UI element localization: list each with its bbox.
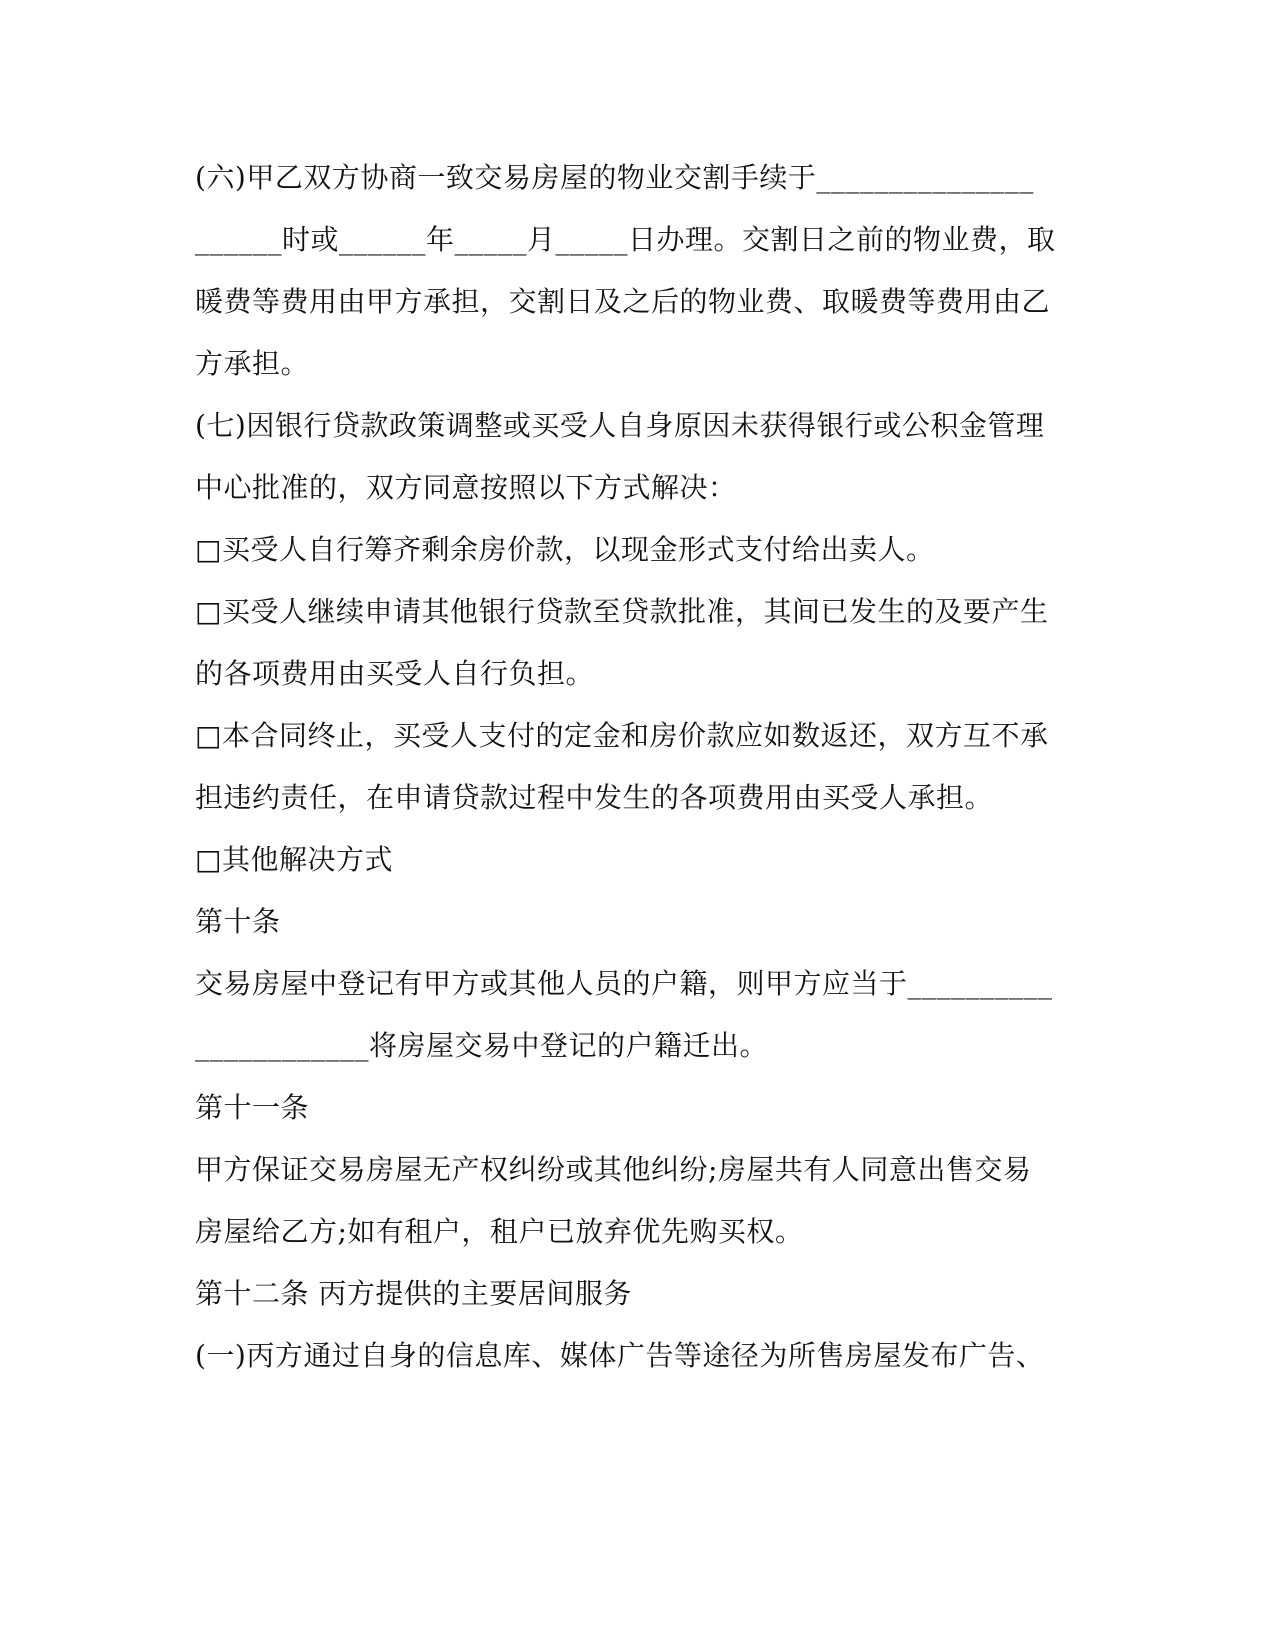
section-heading: 第十条: [195, 905, 281, 938]
text-line: □本合同终止，买受人支付的定金和房价款应如数返还，双方互不承: [195, 719, 1049, 752]
text-line: 交易房屋中登记有甲方或其他人员的户籍，则甲方应当于__________: [195, 967, 1053, 1000]
text-line: ______时或______年_____月_____日办理。交割日之前的物业费，取: [195, 223, 1056, 256]
text-line: □买受人自行筹齐剩余房价款，以现金形式支付给出卖人。: [195, 533, 935, 566]
text-line: □买受人继续申请其他银行贷款至贷款批准，其间已发生的及要产生: [195, 595, 1049, 628]
text-line: 中心批准的，双方同意按照以下方式解决：: [195, 471, 737, 504]
text-line: 担违约责任，在申请贷款过程中发生的各项费用由买受人承担。: [195, 781, 994, 814]
text-line: (六)甲乙双方协商一致交易房屋的物业交割手续于_______________: [195, 161, 1034, 194]
section-heading: 第十二条 丙方提供的主要居间服务: [195, 1277, 632, 1310]
text-line: 暖费等费用由甲方承担，交割日及之后的物业费、取暖费等费用由乙: [195, 285, 1051, 318]
text-line: 甲方保证交易房屋无产权纠纷或其他纠纷;房屋共有人同意出售交易: [195, 1153, 1032, 1186]
text-line: □其他解决方式: [195, 843, 393, 876]
text-line: 房屋给乙方;如有租户，租户已放弃优先购买权。: [195, 1215, 804, 1248]
section-heading: 第十一条: [195, 1091, 310, 1124]
text-line: (七)因银行贷款政策调整或买受人自身原因未获得银行或公积金管理: [195, 409, 1045, 442]
text-line: ____________将房屋交易中登记的户籍迁出。: [195, 1029, 769, 1062]
text-line: 方承担。: [195, 347, 310, 380]
text-line: 的各项费用由买受人自行负担。: [195, 657, 595, 690]
text-line: (一)丙方通过自身的信息库、媒体广告等途径为所售房屋发布广告、: [195, 1339, 1045, 1372]
